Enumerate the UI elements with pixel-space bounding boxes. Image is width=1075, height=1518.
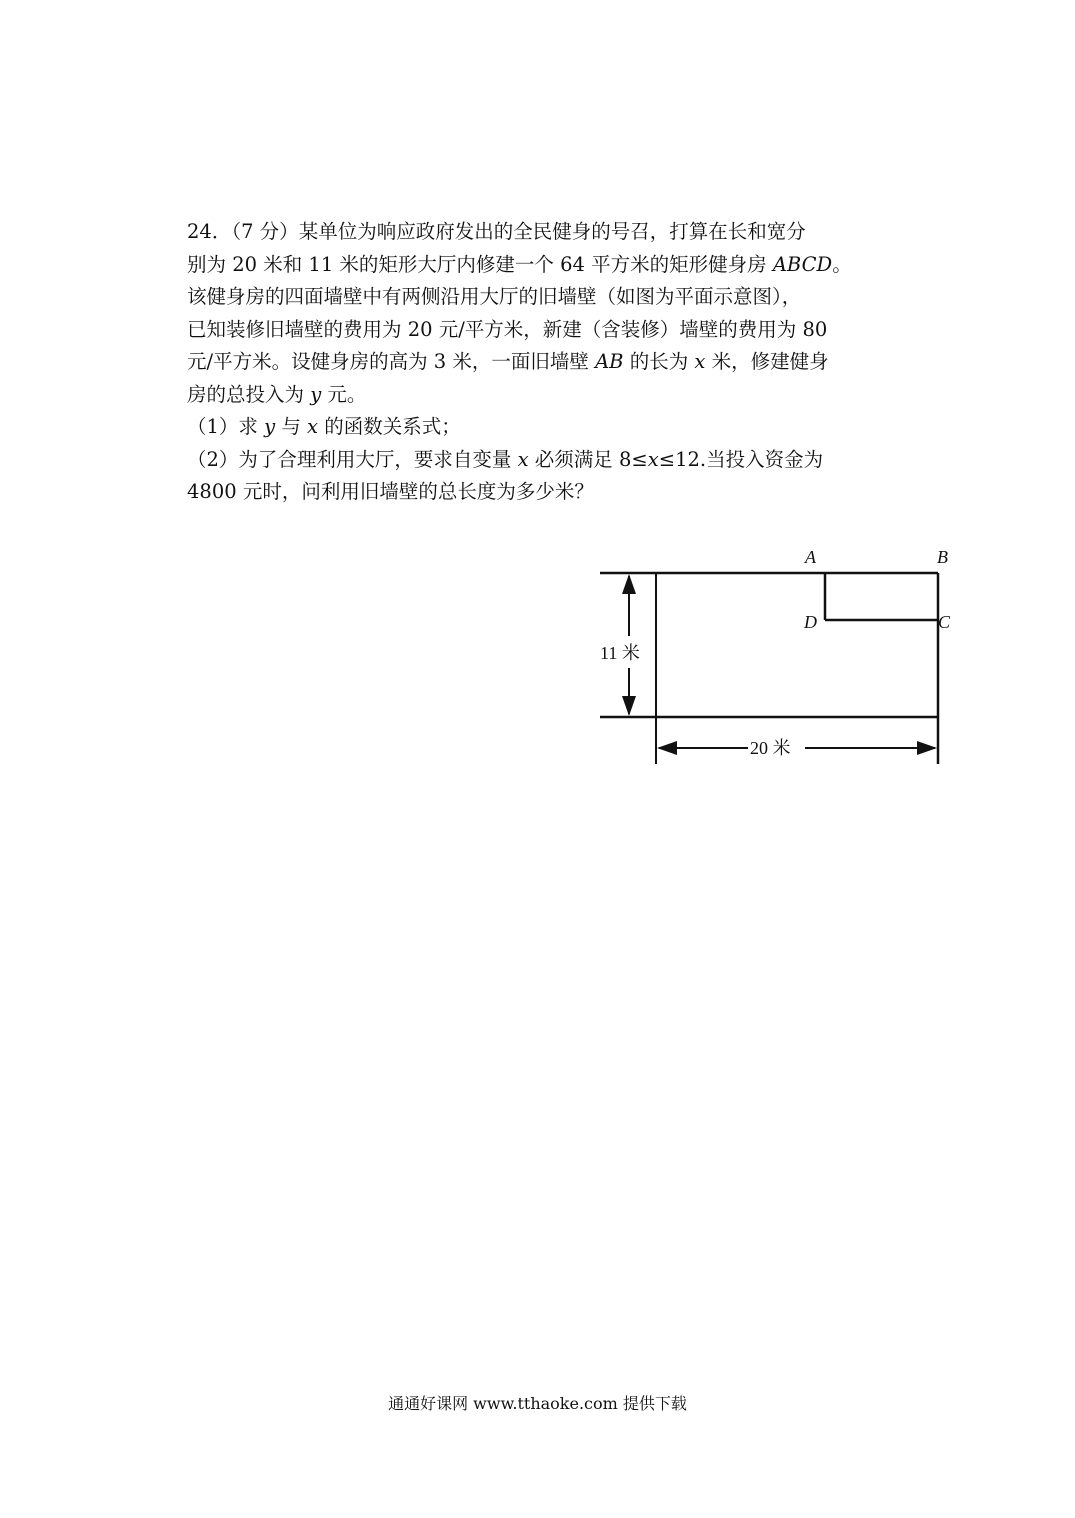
stem-text: 米，修建健身 [705,350,829,373]
question-text: 4800 元时，问利用旧墙壁的总长度为多少米？ [187,480,594,503]
stem-text: 该健身房的四面墙壁中有两侧沿用大厅的旧墙壁（如图为平面示意图）， [187,285,802,308]
question-text: ≤12.当投入资金为 [658,447,824,471]
stem-text: 。 [832,252,852,276]
variable-x: x [517,447,529,471]
question-text: 必须满足 8≤ [528,447,648,471]
problem-stem-text: 某单位为响应政府发出的全民健身的号召，打算在长和宽分 [298,220,806,243]
stem-text: 元。 [321,382,367,406]
variable-abcd: ABCD [772,252,833,276]
variable-x: x [307,415,319,438]
problem-score: （7 分） [231,220,299,243]
footer-text: 通通好课网 www.tthaoke.com 提供下载 [388,1394,687,1413]
variable-ab: AB [595,350,624,373]
floor-plan-diagram [590,540,970,780]
variable-x: x [647,447,659,471]
question-text: （1）求 [187,415,265,438]
problem-line-3 [187,281,892,314]
width-label: 20 米 [750,738,791,758]
problem-line-1 [187,216,892,249]
variable-y: y [310,382,322,406]
page-footer [0,1391,1075,1414]
problem-line-2 [187,249,892,282]
question-1 [187,411,892,444]
stem-text: 房的总投入为 [187,382,311,406]
question-text: 与 [275,415,308,438]
stem-text: 别为 20 米和 11 米的矩形大厅内修建一个 64 平方米的矩形健身房 [187,252,773,276]
label-d: D [804,612,817,632]
stem-text: 元/平方米。设健身房的高为 3 米，一面旧墙壁 [187,350,596,373]
height-label: 11 米 [600,643,640,663]
label-c: C [938,612,951,632]
label-a: A [805,547,816,567]
problem-line-6 [187,379,892,412]
problem-line-4 [187,314,892,347]
question-text: 的函数关系式； [318,415,461,438]
question-2 [187,444,892,477]
stem-text: 的长为 [623,350,695,373]
question-2-continued [187,476,892,509]
floor-plan-figure [590,540,970,780]
variable-y: y [264,415,276,438]
stem-text: 已知装修旧墙壁的费用为 20 元/平方米，新建（含装修）墙壁的费用为 80 [187,317,828,341]
question-text: （2）为了合理利用大厅，要求自变量 [187,447,518,471]
label-b: B [937,547,948,567]
problem-line-5 [187,346,892,379]
variable-x: x [694,350,706,373]
problem-24 [187,216,892,509]
problem-number: 24． [187,220,232,243]
